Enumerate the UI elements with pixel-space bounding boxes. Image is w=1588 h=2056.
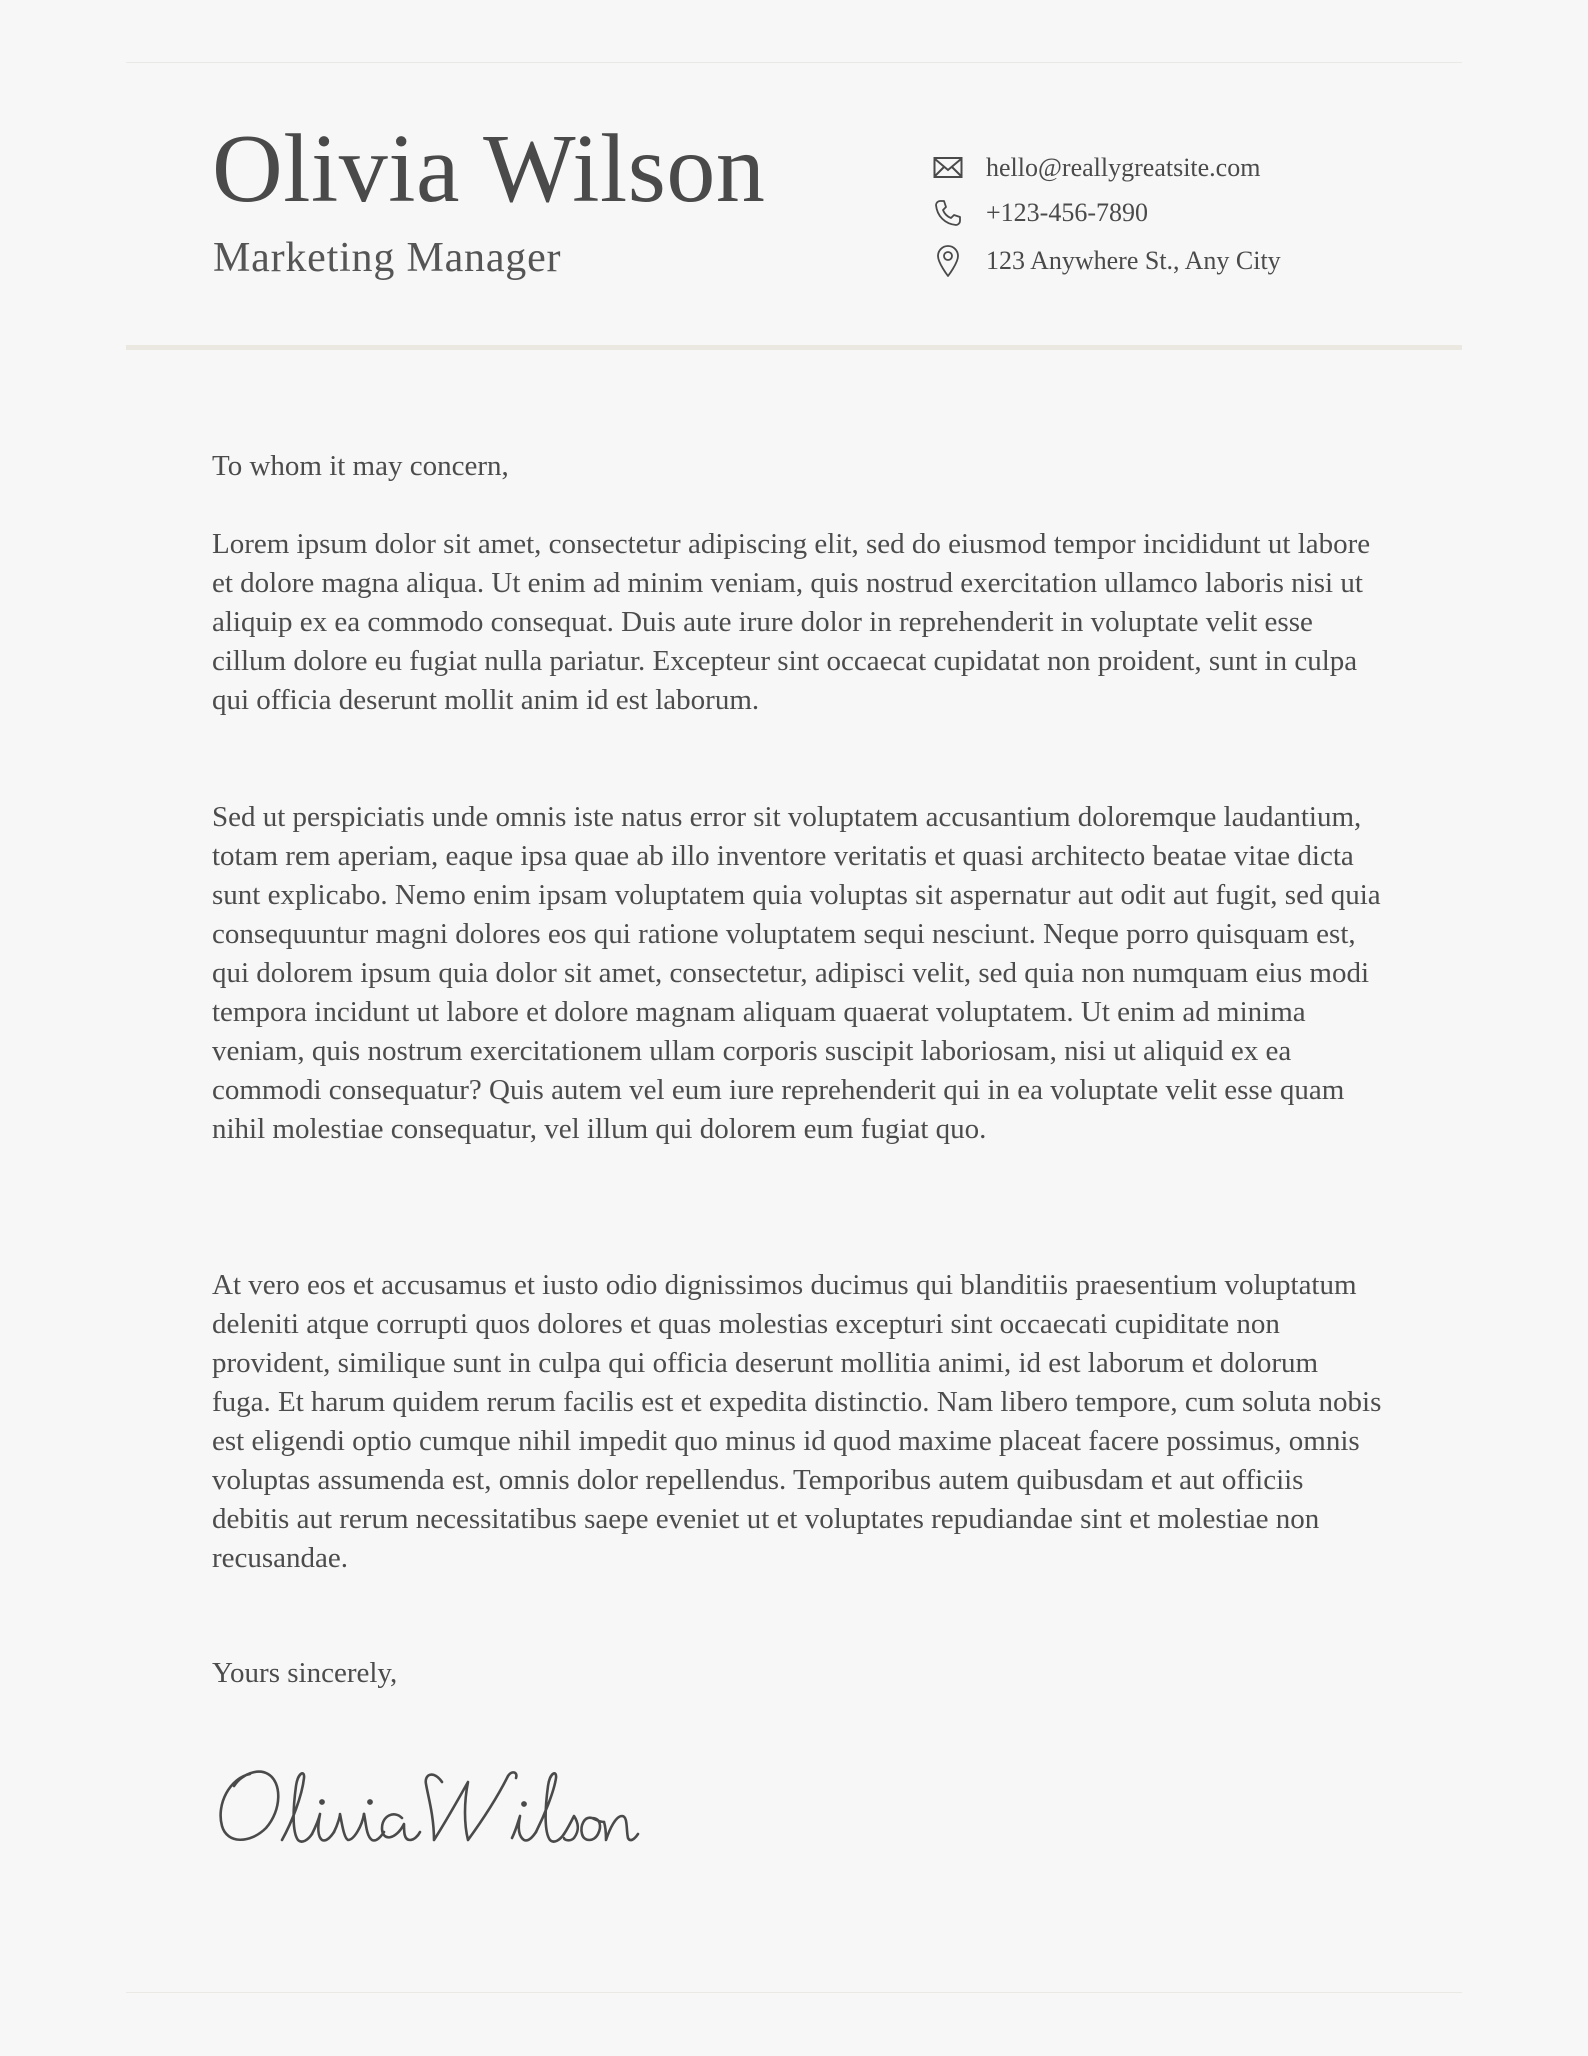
phone-text[interactable]: +123-456-7890 (986, 198, 1148, 227)
address-text: 123 Anywhere St., Any City (986, 246, 1281, 275)
contact-phone-row (930, 195, 1380, 231)
job-title: Marketing Manager (213, 235, 562, 281)
letter-paragraph: Sed ut perspiciatis unde omnis iste natus error sit voluptatem accusantium doloremque laudantium, totam rem aperiam, eaque ipsa quae ab illo inventore veritatis et quasi architecto beatae vitae dicta sunt explicabo. Nemo enim ipsam voluptatem quia voluptas sit aspernatur aut odit aut fugit, sed quia consequuntur magni dolores eos qui ratione voluptatem sequi nesciunt. Neque porro quisquam est, qui dolorem ipsum quia dolor sit amet, consectetur, adipisci velit, sed quia non numquam eius modi tempora incidunt ut labore et dolore magnam aliquam quaerat voluptatem. Ut enim ad minima veniam, quis nostrum exercitationem ullam corporis suscipit laboriosam, nisi ut aliquid ex ea commodi consequatur? Quis autem vel eum iure reprehenderit qui in ea voluptate velit esse quam nihil molestiae consequatur, vel illum qui dolorem eum fugiat quo. (212, 801, 1381, 1145)
envelope-icon (930, 150, 966, 186)
contact-email-row (930, 150, 1380, 186)
handwritten-signature (212, 1752, 642, 1862)
email-text[interactable]: hello@reallygreatsite.com (986, 153, 1261, 182)
contact-address-row (930, 243, 1380, 279)
location-pin-icon (930, 243, 966, 279)
letter-closing: Yours sincerely, (212, 1657, 398, 1689)
applicant-name: Olivia Wilson (212, 115, 766, 223)
letter-paragraph: At vero eos et accusamus et iusto odio dignissimos ducimus qui blanditiis praesentium voluptatum deleniti atque corrupti quos dolores et quas molestias excepturi sint occaecati cupiditate non provident, similique sunt in culpa qui officia deserunt mollitia animi, id est laborum et dolorum fuga. Et harum quidem rerum facilis est et expedita distinctio. Nam libero tempore, cum soluta nobis est eligendi optio cumque nihil impedit quo minus id quod maxime placeat facere possimus, omnis voluptas assumenda est, omnis dolor repellendus. Temporibus autem quibusdam et aut officiis debitis aut rerum necessitatibus saepe eveniet ut et voluptates repudiandae sint et molestiae non recusandae. (212, 1269, 1382, 1574)
phone-icon (930, 195, 966, 231)
letter-paragraph: Lorem ipsum dolor sit amet, consectetur adipiscing elit, sed do eiusmod tempor incididunt ut labore et dolore magna aliqua. Ut enim ad minim veniam, quis nostrud exercitation ullamco laboris nisi ut aliquip ex ea commodo consequat. Duis aute irure dolor in reprehenderit in voluptate velit esse cillum dolore eu fugiat nulla pariatur. Excepteur sint occaecat cupidatat non proident, sunt in culpa qui officia deserunt mollit anim id est laborum. (212, 528, 1371, 716)
header-divider (126, 345, 1462, 350)
letter-greeting: To whom it may concern, (212, 450, 509, 482)
top-divider (126, 62, 1462, 63)
bottom-divider (126, 1992, 1462, 1993)
